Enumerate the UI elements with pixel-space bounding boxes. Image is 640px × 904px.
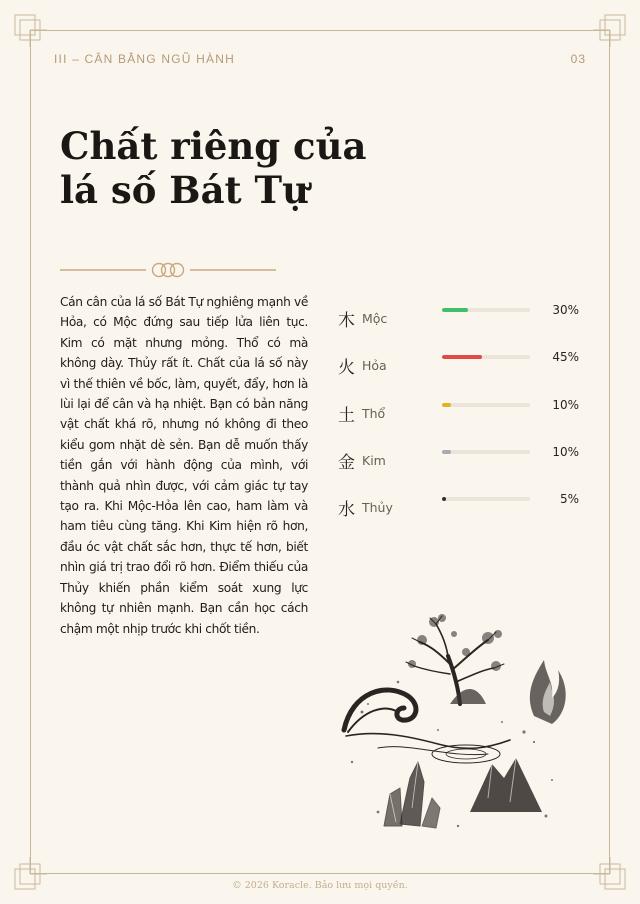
element-bar-track (442, 403, 530, 407)
element-bar-track (442, 450, 530, 454)
corner-ornament-top-right (592, 14, 626, 48)
element-glyph: 金 (338, 452, 355, 473)
five-elements-ink-illustration (338, 612, 578, 844)
element-row-tho (338, 395, 584, 442)
page-title-line-1: Chất riêng của (60, 124, 367, 168)
element-row-kim (338, 442, 584, 489)
element-percent: 30% (552, 303, 579, 317)
page-title-line-2: lá số Bát Tự (60, 168, 309, 212)
element-bar-fill (442, 497, 446, 501)
page-title (60, 124, 390, 212)
element-bar-track (442, 355, 530, 359)
wave-illustration (344, 690, 510, 763)
element-name: Hỏa (362, 358, 387, 374)
page-header (54, 52, 586, 68)
element-glyph: 木 (338, 311, 355, 331)
element-row-thuy (338, 489, 584, 536)
element-bar-track (442, 497, 530, 501)
element-percent: 45% (552, 350, 579, 365)
element-bar-fill (442, 450, 451, 454)
element-name: Mộc (362, 311, 388, 326)
element-name: Kim (362, 452, 386, 468)
element-glyph: 土 (338, 405, 355, 426)
tree-illustration (406, 616, 504, 704)
mountain-illustration (450, 689, 542, 812)
element-glyph: 火 (338, 358, 355, 379)
section-label: III – CÂN BẰNG NGŨ HÀNH (54, 52, 235, 66)
page-number: 03 (570, 52, 586, 66)
fire-illustration (530, 660, 566, 724)
element-name: Thủy (362, 500, 393, 516)
divider-ornament (60, 260, 276, 280)
element-row-moc (338, 300, 584, 347)
element-bar-fill (442, 308, 468, 312)
tree-foliage (408, 614, 502, 671)
five-elements-list (338, 300, 584, 536)
element-percent: 10% (552, 444, 579, 459)
copyright-footer: © 2026 Koracle. Bảo lưu mọi quyền. (232, 880, 408, 891)
element-percent: 5% (559, 492, 579, 507)
element-glyph: 水 (338, 500, 355, 521)
body-paragraph: Cán cân của lá số Bát Tự nghiêng mạnh về Hỏa, có Mộc đứng sau tiếp lửa liên tục. Kim có mặt nhưng mỏng. Thổ có mà không dày. Thủy rất ít. Chất của lá số này vì thế thiên về bốc, làm, quyết, đẩy, hơn là lùi lại để cân và hạ nhiệt. Bạn có bản năng vật chất khá rõ, nhưng nó không đi theo kiểu gom nhặt dè sẻn. Bạn dễ muốn thấy tiền gắn với hành động của mình, với thành quả nhìn được, với cảm giác tự tay tạo ra. Khi Mộc-Hỏa lên cao, ham làm và ham tiêu cùng tăng. Khi Kim hiện rõ hơn, đầu óc vật chất sắc hơn, thực tế hơn, biết nhìn giá trị trao đổi rõ hơn. Điểm thiếu của Thủy khiến phần kiểm soát xung lực không tự nhiên mạnh. Bạn cần học cách chậm một nhịp trước khi chốt tiền. (60, 295, 308, 636)
element-bar-fill (442, 355, 482, 359)
element-percent: 10% (552, 397, 579, 412)
element-bar-fill (442, 403, 451, 407)
element-bar-track (442, 308, 530, 312)
corner-ornament-top-left (14, 14, 48, 48)
element-name: Thổ (362, 405, 386, 421)
element-row-hoa (338, 347, 584, 394)
crystal-illustration (384, 762, 440, 828)
